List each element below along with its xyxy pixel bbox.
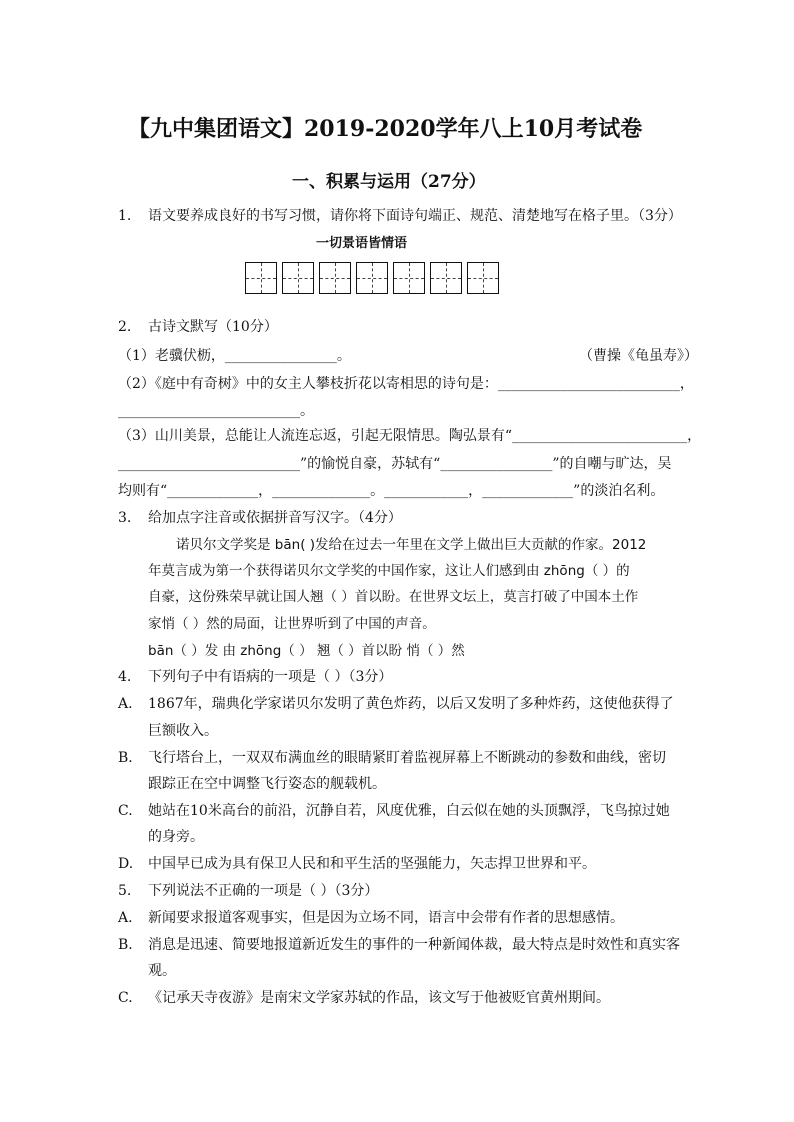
q5-option-text: 新闻要求报道客观事实，但是因为立场不同，语言中会带有作者的思想感情。 bbox=[148, 910, 624, 926]
q4-text: 下列句子中有语病的一项是（ ）（3分） bbox=[148, 669, 393, 685]
q4-option-text: 飞行塔台上，一双双布满血丝的眼睛紧盯着监视屏幕上不断跳动的参数和曲线，密切 bbox=[148, 750, 666, 766]
grid-cell[interactable] bbox=[282, 262, 314, 294]
q2-sub1-source: （曹操《龟虽寿》） bbox=[579, 348, 698, 364]
q5-option-label: B. bbox=[118, 937, 133, 953]
grid-cell[interactable] bbox=[319, 262, 351, 294]
q3-passage-line: 自豪，这份殊荣早就让国人翘（ ）首以盼。在世界文坛上，莫言打破了中国本土作 bbox=[148, 589, 639, 605]
writing-grid bbox=[245, 262, 505, 296]
q2-sub2-line1: （2）《庭中有奇树》中的女主人攀枝折花以寄相思的诗句是：__________________________， bbox=[118, 376, 694, 392]
q5-text: 下列说法不正确的一项是（ ）（3分） bbox=[148, 883, 379, 899]
grid-cell[interactable] bbox=[245, 262, 277, 294]
q5-number: 5. bbox=[118, 883, 132, 899]
q4-option-label: D. bbox=[118, 856, 134, 872]
q4-option-text: 跟踪正在空中调整飞行姿态的舰载机。 bbox=[148, 776, 386, 792]
q4-option-text: 1867年，瑞典化学家诺贝尔发明了黄色炸药，以后又发明了多种炸药，这使他获得了 bbox=[148, 696, 674, 712]
calligraphy-sample: 一切景语皆情语 bbox=[316, 236, 408, 251]
q3-number: 3. bbox=[118, 510, 132, 526]
q4-number: 4. bbox=[118, 669, 132, 685]
q1-number: 1. bbox=[118, 208, 132, 224]
q1-text: 语文要养成良好的书写习惯，请你将下面诗句端正、规范、清楚地写在格子里。（3分） bbox=[148, 208, 682, 224]
q5-option-label: A. bbox=[118, 910, 133, 926]
q5-option-text: 《记承天寺夜游》是南宋文学家苏轼的作品，该文写于他被贬官黄州期间。 bbox=[148, 990, 610, 1006]
q2-sub3-line1: （3）山川美景，总能让人流连忘返，引起无限情思。陶弘景有“_________________________， bbox=[118, 428, 702, 444]
q3-passage-line: 诺贝尔文学奖是 bān( )发给在过去一年里在文学上做出巨大贡献的作家。2012 bbox=[176, 537, 647, 553]
q5-option-label: C. bbox=[118, 990, 133, 1006]
q4-option-text: 的身旁。 bbox=[148, 829, 204, 845]
q2-sub2-line2: __________________________。 bbox=[118, 403, 314, 419]
q2-sub3-line3: 均则有“_____________，______________。____________，_____________”的淡泊名利。 bbox=[118, 483, 665, 499]
grid-cell[interactable] bbox=[393, 262, 425, 294]
q4-option-label: B. bbox=[118, 750, 133, 766]
q2-sub3-line2: __________________________”的愉悦自豪，苏轼有“________________”的自嘲与旷达，吴 bbox=[118, 456, 672, 472]
q2-text: 古诗文默写（10分） bbox=[148, 319, 278, 335]
grid-cell[interactable] bbox=[467, 262, 499, 294]
q3-text: 给加点字注音或依据拼音写汉字。（4分） bbox=[148, 510, 402, 526]
exam-title: 【九中集团语文】2019-2020学年八上10月考试卷 bbox=[128, 116, 643, 142]
q4-option-text: 她站在10米高台的前沿，沉静自若，风度优雅，白云似在她的头顶飘浮，飞鸟掠过她 bbox=[148, 803, 670, 819]
q3-passage-line: 年莫言成为第一个获得诺贝尔文学奖的中国作家，这让人们感到由 zhōng（ ）的 bbox=[148, 563, 630, 579]
grid-cell[interactable] bbox=[356, 262, 388, 294]
q5-option-text: 观。 bbox=[148, 963, 176, 979]
q4-option-text: 巨额收入。 bbox=[148, 723, 218, 739]
q3-passage-line: 家悄（ ）然的局面，让世界听到了中国的声音。 bbox=[148, 616, 436, 632]
q4-option-label: C. bbox=[118, 803, 133, 819]
grid-cell[interactable] bbox=[430, 262, 462, 294]
q5-option-text: 消息是迅速、简要地报道新近发生的事件的一种新闻体裁，最大特点是时效性和真实客 bbox=[148, 937, 680, 953]
q3-answer-row: bān（ ）发 由 zhōng（ ） 翘（ ）首以盼 悄（ ）然 bbox=[148, 643, 465, 659]
q2-sub1: （1）老骥伏枥，________________。 bbox=[118, 348, 351, 364]
q4-option-label: A. bbox=[118, 696, 133, 712]
q2-number: 2. bbox=[118, 319, 132, 335]
section-heading: 一、积累与运用（27分） bbox=[292, 172, 486, 192]
q4-option-text: 中国早已成为具有保卫人民和和平生活的坚强能力，矢志捍卫世界和平。 bbox=[148, 856, 596, 872]
